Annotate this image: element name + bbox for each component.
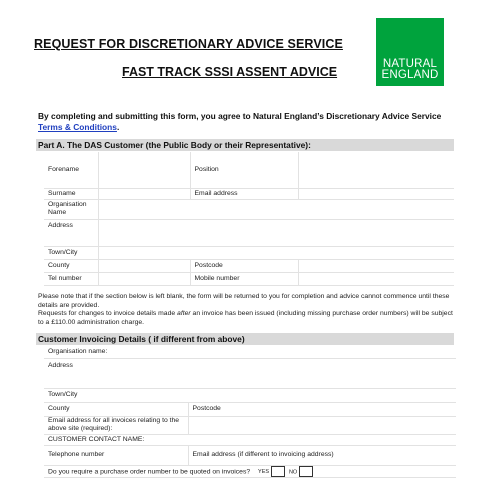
postcode-label: Postcode: [190, 259, 298, 272]
table-row: [44, 434, 456, 445]
table-row: [44, 346, 456, 358]
note-line-2-emphasis: after: [177, 310, 191, 317]
surname-label: Surname: [44, 188, 98, 199]
invoicing-details-table: [44, 346, 456, 478]
postcode-field[interactable]: [298, 259, 454, 272]
note-line-2b: an invoice has been issued (including missing purchase order numbers) will be subject to a £110.00 administration charge.: [38, 310, 453, 326]
yes-checkbox[interactable]: [271, 466, 285, 477]
note-line-1: Please note that if the section below is left blank, the form will be returned to you for completion and advice cannot commence until these details are provided.: [38, 293, 450, 309]
invoice-note: [38, 293, 456, 327]
note-line-2: [38, 310, 456, 327]
table-row: [44, 188, 454, 199]
town-field[interactable]: [98, 246, 454, 259]
po-question-row: [44, 465, 456, 477]
position-label: Position: [190, 152, 298, 188]
surname-field[interactable]: [98, 188, 190, 199]
table-row: [44, 465, 456, 477]
forename-label: Forename: [44, 152, 98, 188]
table-row: [44, 199, 454, 219]
address-field[interactable]: [98, 219, 454, 246]
county-label: County: [44, 259, 98, 272]
tel-field[interactable]: [98, 272, 190, 285]
po-question: Do you require a purchase order number to be quoted on invoices?: [48, 467, 251, 475]
email-label: Email address: [190, 188, 298, 199]
invoicing-heading: Customer Invoicing Details ( if different from above): [36, 333, 454, 345]
customer-contact-label[interactable]: CUSTOMER CONTACT NAME:: [44, 434, 456, 445]
table-row: [44, 445, 456, 465]
invoice-town-label[interactable]: Town/City: [44, 388, 456, 402]
address-label: Address: [44, 219, 98, 246]
invoice-org-label[interactable]: Organisation name:: [44, 346, 456, 358]
intro-suffix: .: [116, 122, 120, 132]
invoice-email-all-label: Email address for all invoices relating to the above site (required):: [44, 416, 188, 434]
table-row: [44, 358, 456, 388]
email-field[interactable]: [298, 188, 454, 199]
form-title: REQUEST FOR DISCRETIONARY ADVICE SERVICE: [34, 37, 343, 51]
intro-text: By completing and submitting this form, you agree to Natural England’s Discretionary Advice Service: [38, 111, 442, 121]
tel-label: Tel number: [44, 272, 98, 285]
table-row: [44, 388, 456, 402]
natural-england-logo: [376, 18, 444, 86]
table-row: [44, 402, 456, 416]
table-row: [44, 259, 454, 272]
terms-link[interactable]: Terms & Conditions: [38, 122, 117, 132]
yes-label: YES: [258, 468, 270, 475]
table-row: [44, 416, 456, 434]
mobile-field[interactable]: [298, 272, 454, 285]
note-line-2a: Requests for changes to invoice details made: [38, 310, 178, 317]
logo-text-england: ENGLAND: [381, 69, 439, 81]
invoice-county-label[interactable]: County: [44, 402, 188, 416]
invoice-address-label[interactable]: Address: [44, 358, 456, 388]
organisation-label: Organisation Name: [44, 199, 98, 219]
intro-paragraph: [38, 111, 454, 133]
county-field[interactable]: [98, 259, 190, 272]
town-label: Town/City: [44, 246, 98, 259]
table-row: [44, 152, 454, 188]
organisation-field[interactable]: [98, 199, 454, 219]
invoice-postcode-label[interactable]: Postcode: [188, 402, 456, 416]
email-diff-label[interactable]: Email address (if different to invoicing address): [188, 445, 456, 465]
position-field[interactable]: [298, 152, 454, 188]
no-label: NO: [288, 468, 298, 475]
forename-field[interactable]: [98, 152, 190, 188]
telephone-label[interactable]: Telephone number: [44, 445, 188, 465]
part-a-heading: Part A. The DAS Customer (the Public Body or their Representative):: [36, 139, 454, 151]
table-row: [44, 219, 454, 246]
no-checkbox[interactable]: [299, 466, 313, 477]
table-row: [44, 272, 454, 285]
table-row: [44, 246, 454, 259]
customer-details-table: [44, 152, 454, 286]
logo-text-natural: NATURAL: [382, 58, 438, 70]
mobile-label: Mobile number: [190, 272, 298, 285]
form-subtitle: FAST TRACK SSSI ASSENT ADVICE: [122, 65, 338, 79]
invoice-email-all-field[interactable]: [188, 416, 456, 434]
